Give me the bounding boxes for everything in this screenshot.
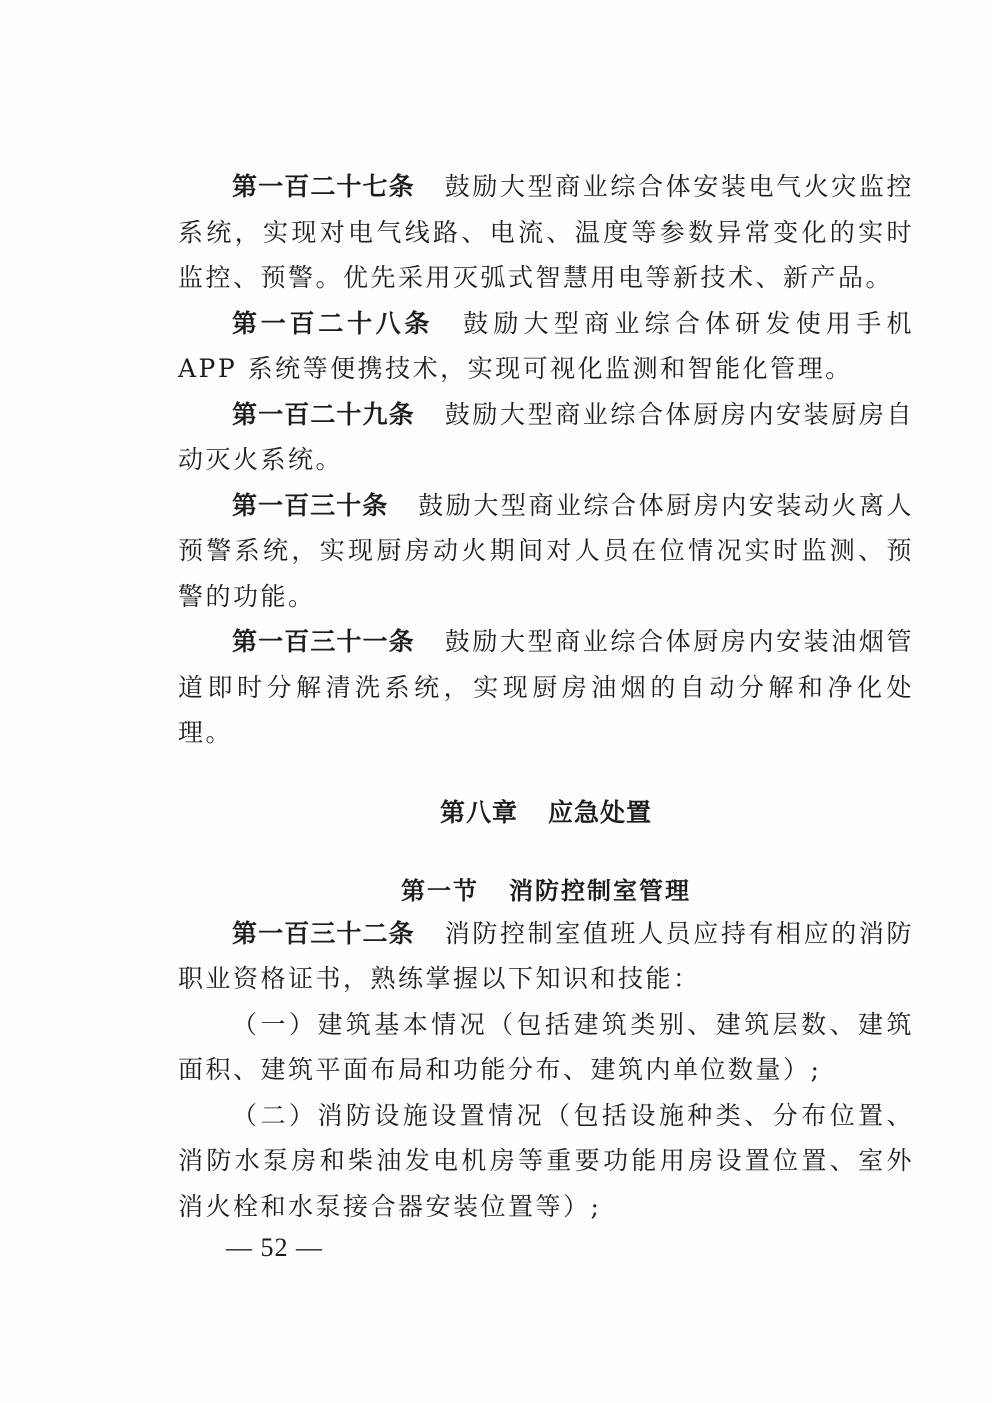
article-heading: 第一百三十条 [232,490,389,520]
list-item-2: （二）消防设施设置情况（包括设施种类、分布位置、消防水泵房和柴油发电机房等重要功能用房设置位置、室外消火栓和水泵接合器安装位置等）; [178,1100,914,1221]
article-130 [178,483,914,620]
article-heading: 第一百三十二条 [232,918,415,948]
article-text: 鼓励大型商业综合体安装电气火灾监控系统，实现对电气线路、电流、温度等参数异常变化的实时监控、预警。优先采用灭弧式智慧用电等新技术、新产品。 [178,172,914,292]
chapter-name: 应急处置 [548,797,653,827]
article-129 [178,392,914,483]
page-body [178,164,914,1229]
article-heading: 第一百二十七条 [232,172,415,201]
article-text: 鼓励大型商业综合体研发使用手机 APP 系统等便携技术，实现可视化监测和智能化管理。 [178,308,914,383]
section-name: 消防控制室管理 [509,875,691,905]
section-title [178,871,914,911]
article-132 [178,911,914,1002]
article-text: 鼓励大型商业综合体厨房内安装油烟管道即时分解清洗系统，实现厨房油烟的自动分解和净化处理。 [178,627,914,747]
article-heading: 第一百三十一条 [232,627,415,656]
article-text: 鼓励大型商业综合体厨房内安装动火离人预警系统，实现厨房动火期间对人员在位情况实时监测、预警的功能。 [178,490,914,611]
article-text: 消防控制室值班人员应持有相应的消防职业资格证书，熟练掌握以下知识和技能： [178,918,914,993]
chapter-number: 第八章 [439,797,518,827]
list-item-1: （一）建筑基本情况（包括建筑类别、建筑层数、建筑面积、建筑平面布局和功能分布、建筑内单位数量）; [178,1009,914,1084]
article-heading: 第一百二十八条 [232,308,434,338]
page-number: — 52 — [226,1233,323,1262]
article-128 [178,301,914,392]
chapter-title [178,790,914,835]
article-127 [178,164,914,301]
article-heading: 第一百二十九条 [232,399,415,429]
section-number: 第一节 [401,875,479,905]
article-text: 鼓励大型商业综合体厨房内安装厨房自动灭火系统。 [178,399,914,474]
article-131 [178,619,914,756]
